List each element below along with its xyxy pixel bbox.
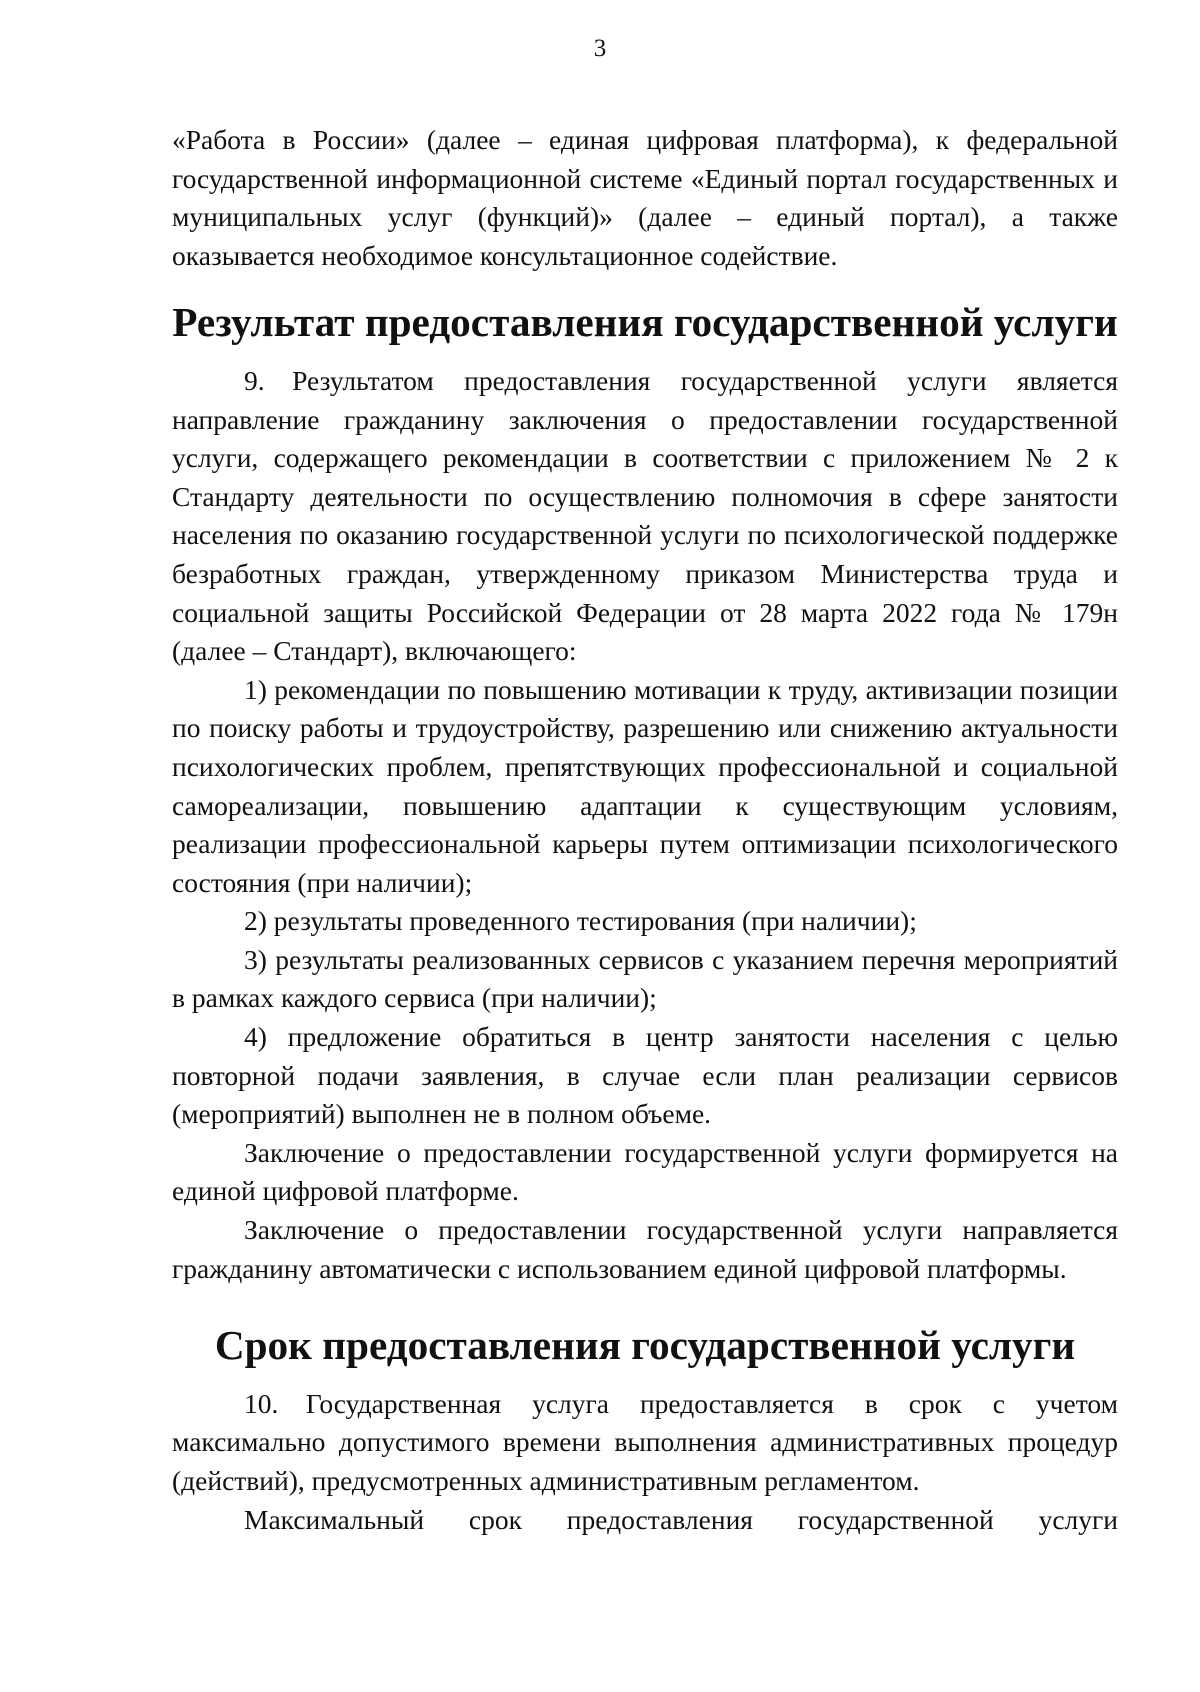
list-item-3: 3) результаты реализованных сервисов с указанием перечня мероприятий в рамках каждого сервиса (при наличии); [172,943,1118,1014]
paragraph-conclusion-sent: Заключение о предоставлении государственной услуги направляется гражданину автоматически с использованием единой цифровой платформы. [172,1214,1118,1284]
paragraph-item-10: 10. Государственная услуга предоставляется в срок с учетом максимально допустимого времени выполнения административных процедур (действий), предусмотренных административным регламентом. [172,1387,1118,1496]
paragraph-continuation: «Работа в России» (далее – единая цифровая платформа), к федеральной государственной информационной системе «Единый портал государственных и муниципальных услуг (функций)» (далее – единый портал), а также оказывается необходимое консультационное содействие. [172,124,1118,271]
list-item-1: 1) рекомендации по повышению мотивации к труду, активизации позиции по поиску работы и трудоустройству, разрешению или снижению актуальности психологических проблем, препятствующих профессиональной и социальной самореализации, повышению адаптации к существующим условиям, реализации профессиональной карьеры путем оптимизации психологического состояния (при наличии); [172,673,1118,898]
document-body [172,121,1118,1539]
list-item-2: 2) результаты проведенного тестирования (при наличии); [244,905,917,937]
page-number: 3 [593,35,607,62]
list-item-4: 4) предложение обратиться в центр занятости населения с целью повторной подачи заявления, в случае если план реализации сервисов (мероприятий) выполнен не в полном объеме. [172,1021,1118,1130]
section-heading-result: Результат предоставления государственной услуги [172,299,1118,346]
paragraph-item-9: 9. Результатом предоставления государственной услуги является направление гражданину заключения о предоставлении государственной услуги, содержащего рекомендации в соответствии с приложением № 2 к Стандарту деятельности по осуществлению полномочия в сфере занятости населения по оказанию государственной услуги по психологической поддержке безработных граждан, утвержденному приказом Министерства труда и социальной защиты Российской Федерации от 28 марта 2022 года № 179н (далее – Стандарт), включающего: [172,364,1118,667]
section-heading-term: Срок предоставления государственной услуги [214,1322,1076,1369]
paragraph-max-term: Максимальный срок предоставления государственной услуги [244,1503,1118,1535]
paragraph-conclusion-formed: Заключение о предоставлении государственной услуги формируется на единой цифровой платформе. [172,1136,1118,1207]
